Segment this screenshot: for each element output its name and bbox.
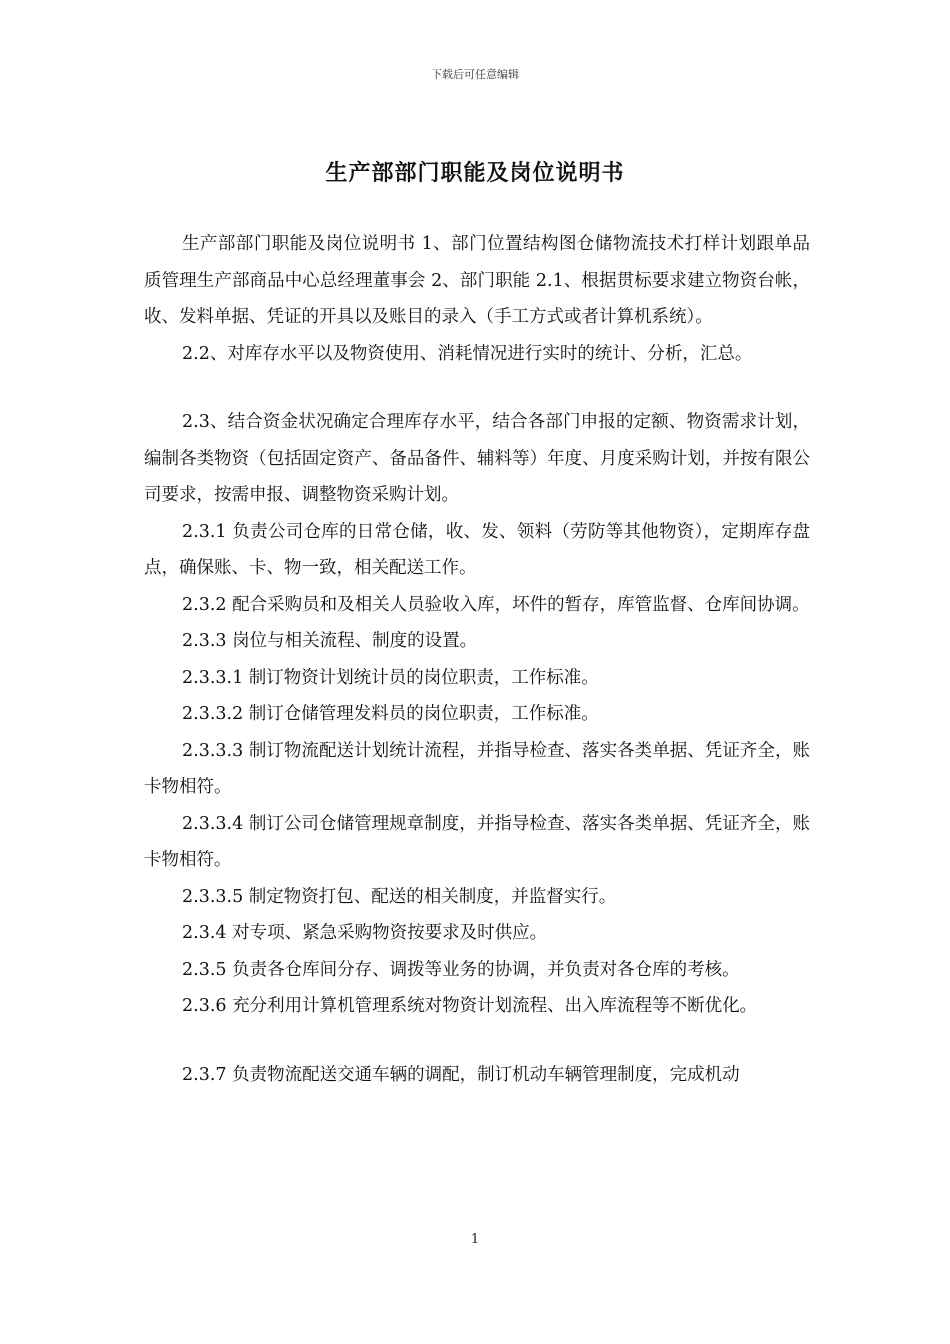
paragraph: 生产部部门职能及岗位说明书 1、部门位置结构图仓储物流技术打样计划跟单品质管理生产部商品中心总经理董事会 2、部门职能 2.1、根据贯标要求建立物资台帐，收、发料单据、凭证的开具以及账目的录入（手工方式或者计算机系统）。 [144,234,810,327]
paragraph: 2.3.3.5 制定物资打包、配送的相关制度，并监督实行。 [182,886,617,907]
paragraph: 2.3.6 充分利用计算机管理系统对物资计划流程、出入库流程等不断优化。 [182,996,758,1016]
paragraph: 2.3.4 对专项、紧急采购物资按要求及时供应。 [182,923,548,943]
paragraph: 2.3.3.3 制订物流配送计划统计流程，并指导检查、落实各类单据、凭证齐全，账卡物相符。 [144,740,810,797]
paragraph: 2.3.2 配合采购员和及相关人员验收入库，坏件的暂存，库管监督、仓库间协调。 [182,594,810,615]
paragraph: 2.2、对库存水平以及物资使用、消耗情况进行实时的统计、分析，汇总。 [182,343,753,364]
paragraph: 2.3.3.1 制订物资计划统计员的岗位职责，工作标准。 [182,667,599,688]
paragraph: 2.3.3.4 制订公司仓储管理规章制度，并指导检查、落实各类单据、凭证齐全，账卡物相符。 [144,813,810,870]
paragraph: 2.3.3.2 制订仓储管理发料员的岗位职责，工作标准。 [182,704,599,724]
paragraph: 2.3、结合资金状况确定合理库存水平，结合各部门申报的定额、物资需求计划，编制各类物资（包括固定资产、备品备件、辅料等）年度、月度采购计划，并按有限公司要求，按需申报、调整物资采购计划。 [144,412,810,505]
page-number: 1 [470,1232,480,1247]
document-title: 生产部部门职能及岗位说明书 [325,160,625,186]
document-body [144,226,810,1093]
paragraph: 2.3.5 负责各仓库间分存、调拨等业务的协调，并负责对各仓库的考核。 [182,959,740,980]
paragraph: 2.3.1 负责公司仓库的日常仓储，收、发、领料（劳防等其他物资），定期库存盘点，确保账、卡、物一致，相关配送工作。 [144,521,810,578]
paragraph: 2.3.3 岗位与相关流程、制度的设置。 [182,631,478,651]
header-note: 下载后可任意编辑 [431,68,519,81]
paragraph: 2.3.7 负责物流配送交通车辆的调配，制订机动车辆管理制度，完成机动 [182,1064,740,1085]
